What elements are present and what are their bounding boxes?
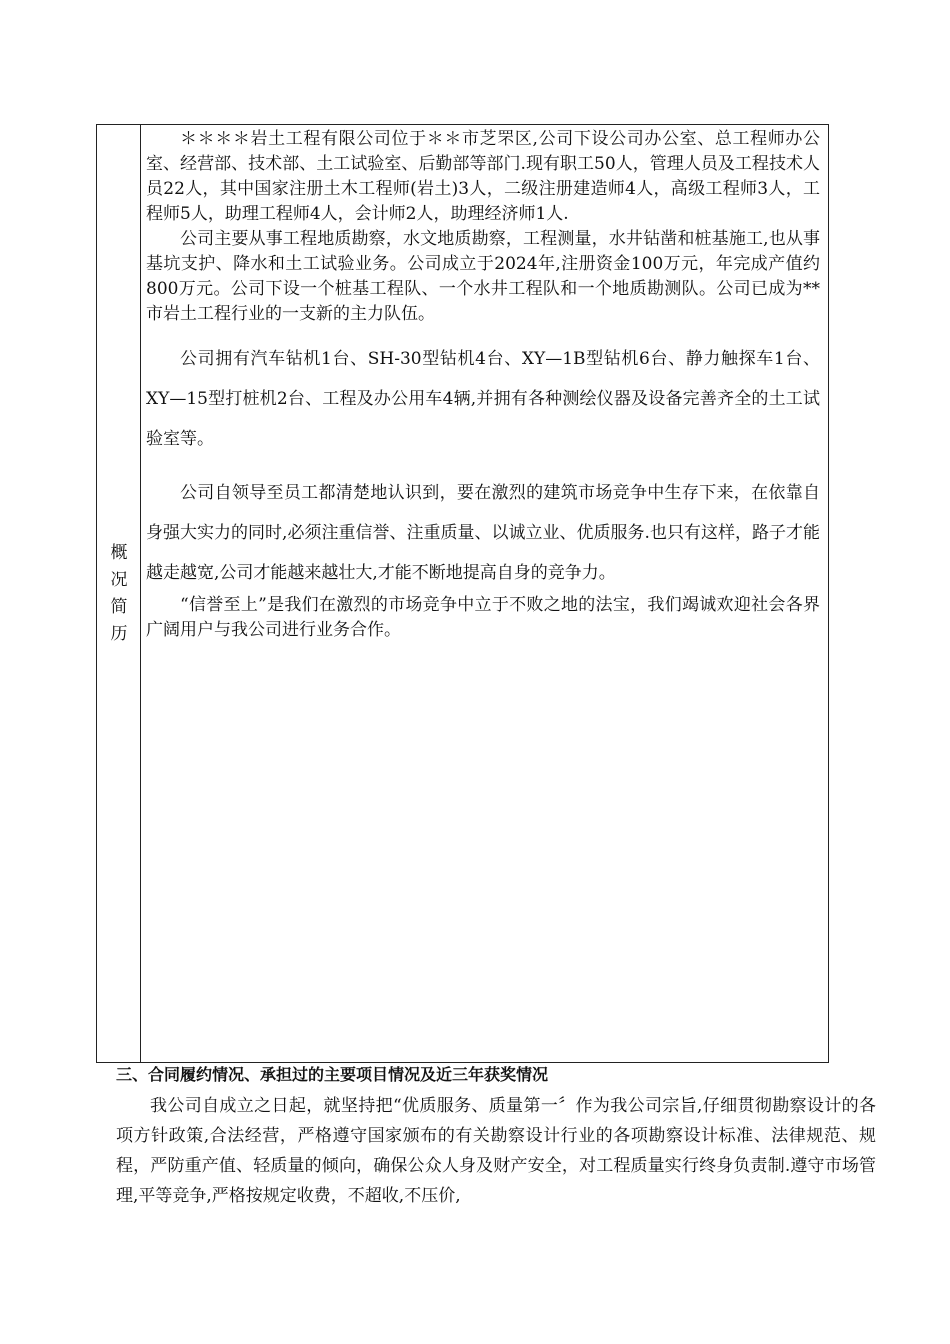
section-body: 我公司自成立之日起，就坚持把“优质服务、质量第一〞作为我公司宗旨,仔细贯彻勘察设计的各项方针政策,合法经营，严格遵守国家颁布的有关勘察设计行业的各项勘察设计标准、法律规范、规程，严防重产值、轻质量的倾向，确保公众人身及财产安全，对工程质量实行终身负责制.遵守市场管理,平等竞争,严格按规定收费，不超收,不压价,	[116, 1096, 876, 1206]
label-cell	[97, 125, 141, 1062]
label-char: 简	[110, 597, 128, 617]
profile-label	[97, 540, 141, 648]
label-char: 历	[110, 624, 128, 644]
profile-table	[96, 124, 829, 1063]
section-title: 三、合同履约情况、承担过的主要项目情况及近三年获奖情况	[116, 1065, 549, 1084]
label-char: 概	[110, 543, 128, 563]
paragraph-business-scope: 公司主要从事工程地质勘察，水文地质勘察，工程测量，水井钻凿和桩基施工,也从事基坑支护、降水和土工试验业务。公司成立于2024年,注册资金100万元，年完成产值约800万元。公司下设一个桩基工程队、一个水井工程队和一个地质勘测队。公司已成为**市岩土工程行业的一支新的主力队伍。	[146, 229, 820, 324]
label-char: 况	[110, 570, 128, 590]
paragraph-philosophy: 公司自领导至员工都清楚地认识到，要在激烈的建筑市场竞争中生存下来，在依靠自身强大实力的同时,必须注重信誉、注重质量、以诚立业、优质服务.也只有这样，路子才能越走越宽,公司才能越来越壮大,才能不断地提高自身的竞争力。	[146, 483, 820, 583]
paragraph-equipment: 公司拥有汽车钻机1台、SH-30型钻机4台、XY—1B型钻机6台、静力触探车1台、XY—15型打桩机2台、工程及办公用车4辆,并拥有各种测绘仪器及设备完善齐全的土工试验室等。	[146, 349, 820, 449]
content-cell	[143, 125, 828, 1062]
section-three	[116, 1063, 876, 1211]
paragraph-credo: “信誉至上”是我们在激烈的市场竞争中立于不败之地的法宝，我们竭诚欢迎社会各界广阔用户与我公司进行业务合作。	[146, 595, 820, 640]
paragraph-company-intro: ＊＊＊＊岩土工程有限公司位于＊＊市芝罘区,公司下设公司办公室、总工程师办公室、经营部、技术部、土工试验室、后勤部等部门.现有职工50人，管理人员及工程技术人员22人，其中国家注册土木工程师(岩土)3人，二级注册建造师4人，高级工程师3人，工程师5人，助理工程师4人，会计师2人，助理经济师1人.	[146, 129, 820, 224]
